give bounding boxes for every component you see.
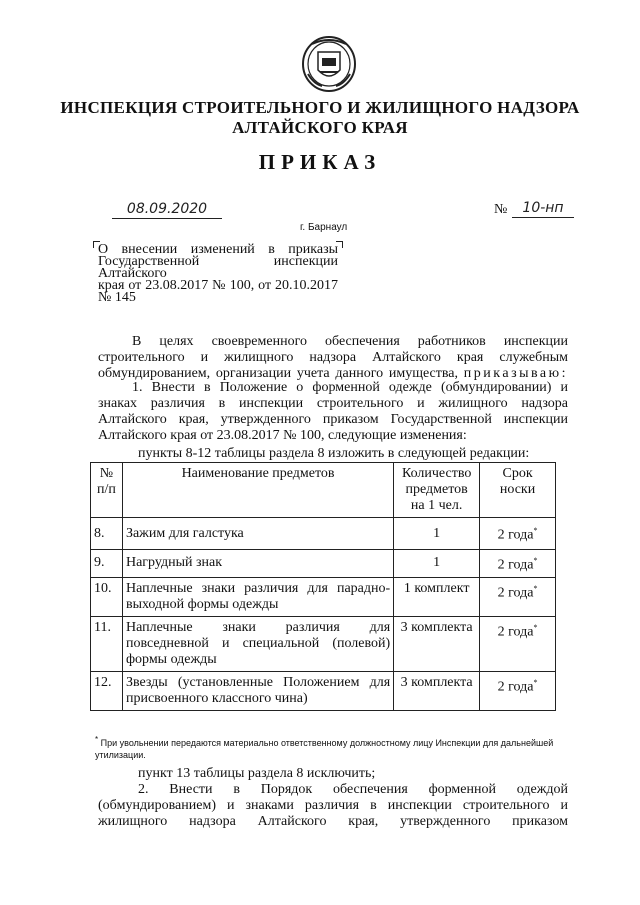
item-1-paragraph [98, 380, 568, 444]
text-line: 1. Внести в Положение о форменной одежде (обмундировании) и [132, 380, 568, 395]
org-title-line2: АЛТАЙСКОГО КРАЯ [232, 118, 408, 137]
header-qty [394, 463, 480, 518]
name-line: Наплечные знаки различия для парадно- [125, 580, 391, 596]
name-line: Звезды (установленные Положением для [125, 674, 391, 690]
header-text: № [99, 466, 114, 481]
header-text: предметов [405, 482, 468, 497]
subject-line: Государственной инспекции Алтайского [98, 254, 338, 281]
order-number: 10-нп [512, 200, 574, 218]
term-mark: * [533, 556, 538, 565]
table-intro: пункты 8-12 таблицы раздела 8 изложить в следующей редакции: [138, 446, 530, 461]
table-header-row [91, 463, 556, 518]
text-line: жилищного надзора Алтайского края, утвержденного приказом [98, 814, 568, 829]
header-num [91, 463, 123, 518]
term-text: 2 года [497, 527, 534, 543]
row-num: 9. [91, 550, 123, 578]
city: г. Барнаул [300, 222, 348, 233]
number-label: № [494, 202, 508, 217]
term-text: 2 года [497, 624, 534, 640]
term-text: 2 года [497, 585, 534, 601]
name-line: повседневной и специальной (полевой) [125, 635, 391, 651]
text-fragment: обмундированием, организации учета данного имущества, [98, 366, 459, 381]
term-mark: * [533, 583, 538, 593]
term-mark: * [533, 526, 538, 536]
row-name: Зажим для галстука [122, 518, 393, 550]
header-text: Наименование предметов [181, 466, 335, 481]
document-type: ПРИКАЗ [258, 150, 382, 174]
row-term [480, 671, 556, 710]
subject-line: края от 23.08.2017 № 100, от 20.10.2017 [98, 278, 338, 293]
table-row [91, 577, 556, 616]
header-text: носки [499, 482, 536, 497]
row-num: 8. [91, 518, 123, 550]
row-name [122, 671, 393, 710]
table-footnote [95, 734, 561, 761]
row-term [480, 518, 556, 550]
coat-of-arms-emblem [300, 34, 358, 92]
term-text: 2 года [497, 557, 534, 573]
text-line: Алтайского края, утвержденного приказом Государственной инспекции [98, 412, 568, 427]
row-name [122, 616, 393, 671]
row-qty: 1 [394, 550, 480, 578]
item-2-paragraph [98, 782, 568, 830]
row-term [480, 577, 556, 616]
row-qty: 1 комплект [394, 577, 480, 616]
name-line: выходной формы одежды [125, 596, 279, 612]
term-mark: * [533, 677, 538, 687]
term-text: 2 года [497, 679, 534, 695]
order-keyword: приказываю: [463, 366, 568, 381]
subject-line: О внесении изменений в приказы [98, 242, 338, 257]
name-line: формы одежды [125, 651, 217, 667]
footnote-mark: * [95, 735, 99, 744]
header-text: Количество [401, 466, 472, 481]
row-num: 10. [91, 577, 123, 616]
table-row [91, 550, 556, 578]
name-line: присвоенного классного чина) [125, 690, 308, 706]
row-term [480, 550, 556, 578]
table-row [91, 671, 556, 710]
row-qty: 3 комплекта [394, 671, 480, 710]
header-text: на 1 чел. [410, 498, 463, 513]
exclusion-paragraph: пункт 13 таблицы раздела 8 исключить; [138, 766, 376, 781]
row-name: Нагрудный знак [122, 550, 393, 578]
header-text: Срок [502, 466, 533, 481]
name-line: Наплечные знаки различия для [125, 619, 391, 635]
text-line: (обмундированием) и знаками различия в инспекции строительного и [98, 798, 568, 813]
term-mark: * [533, 622, 538, 632]
header-name [122, 463, 393, 518]
row-num: 12. [91, 671, 123, 710]
table-row [91, 518, 556, 550]
footnote-text: При увольнении передаются материально ответственному должностному лицу Инспекции для дальнейшей утилизации. [95, 738, 554, 760]
subject-line: № 145 [98, 290, 136, 305]
row-qty: 3 комплекта [394, 616, 480, 671]
header-term [480, 463, 556, 518]
row-name [122, 577, 393, 616]
text-line: строительного и жилищного надзора Алтайского края служебным [98, 350, 568, 365]
subject-block [98, 244, 338, 304]
org-title-line1: ИНСПЕКЦИЯ СТРОИТЕЛЬНОГО И ЖИЛИЩНОГО НАДЗОРА [60, 98, 580, 117]
table-row [91, 616, 556, 671]
text-line: 2. Внести в Порядок обеспечения форменной одеждой [138, 782, 568, 797]
preamble-paragraph [98, 334, 568, 382]
row-num: 11. [91, 616, 123, 671]
text-line: Алтайского края от 23.08.2017 № 100, следующие изменения: [98, 428, 467, 443]
text-line: В целях своевременного обеспечения работников инспекции [132, 334, 568, 349]
text-line: знаках различия в инспекции строительного и жилищного надзора [98, 396, 568, 411]
header-text: п/п [97, 482, 116, 497]
row-term [480, 616, 556, 671]
row-qty: 1 [394, 518, 480, 550]
items-table [90, 462, 556, 711]
order-date: 08.09.2020 [112, 201, 222, 219]
